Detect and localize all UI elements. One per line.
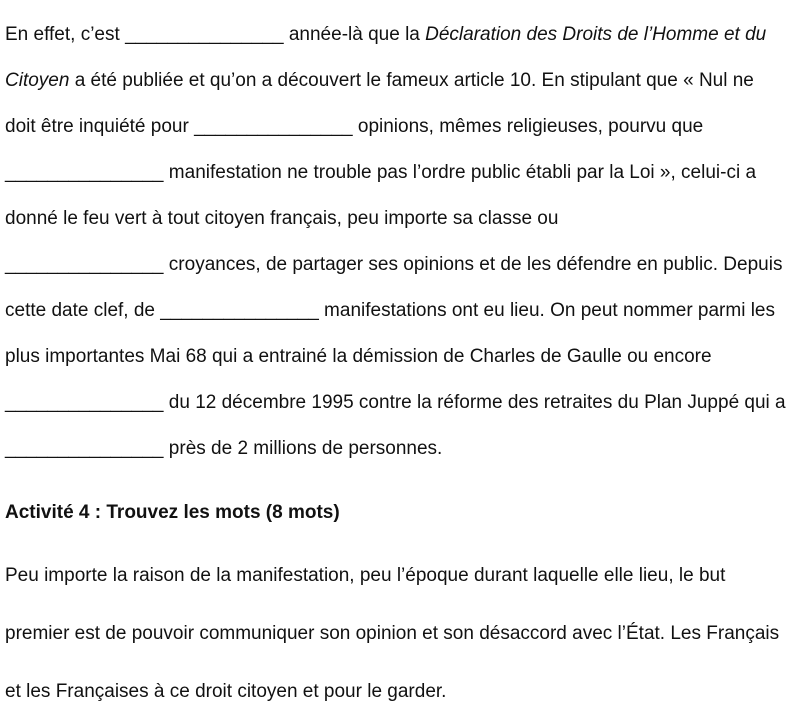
activity-4-text: Peu importe la raison de la manifestation, peu l’époque durant laquelle elle lieu, le but premier est de pouvoir communiquer son opinion et son désaccord avec l’État. Les Français et les Françaises à ce droit citoyen et pour le garder. (5, 565, 780, 702)
activity-4-heading: Activité 4 : Trouvez les mots (8 mots) (5, 502, 340, 523)
text-segment: manifestations ont eu lieu. On peut nommer parmi les plus importantes Mai 68 qui a entrainé la démission de Charles de Gaulle ou encore (5, 300, 776, 367)
text-segment: près de 2 millions de personnes. (163, 438, 443, 459)
answer-blank-7[interactable]: _______________ (5, 438, 164, 459)
answer-blank-1[interactable]: _______________ (125, 24, 284, 45)
declaration-title: Déclaration des Droits de l’Homme et du Citoyen (5, 24, 767, 91)
worksheet-page (5, 0, 787, 702)
text-segment: croyances, de partager ses opinions et de les défendre en public. Depuis cette date clef, de (5, 254, 783, 321)
text-segment: manifestation ne trouble pas l’ordre public établi par la Loi », celui-ci a donné le feu vert à tout citoyen français, peu importe sa classe ou (5, 162, 757, 229)
text-segment: opinions, mêmes religieuses, pourvu que (352, 116, 704, 137)
answer-blank-5[interactable]: _______________ (160, 300, 319, 321)
text-segment: année-là que la (283, 24, 426, 45)
text-segment: a été publiée et qu’on a découvert le fameux article 10. En stipulant que « Nul ne doit être inquiété pour (5, 70, 754, 137)
answer-blank-4[interactable]: _______________ (5, 254, 164, 275)
text-segment: En effet, c’est (5, 24, 126, 45)
answer-blank-6[interactable]: _______________ (5, 392, 164, 413)
answer-blank-3[interactable]: _______________ (5, 162, 164, 183)
fill-in-paragraph (5, 0, 787, 472)
text-segment: du 12 décembre 1995 contre la réforme des retraites du Plan Juppé qui a (163, 392, 786, 413)
answer-blank-2[interactable]: _______________ (194, 116, 353, 137)
